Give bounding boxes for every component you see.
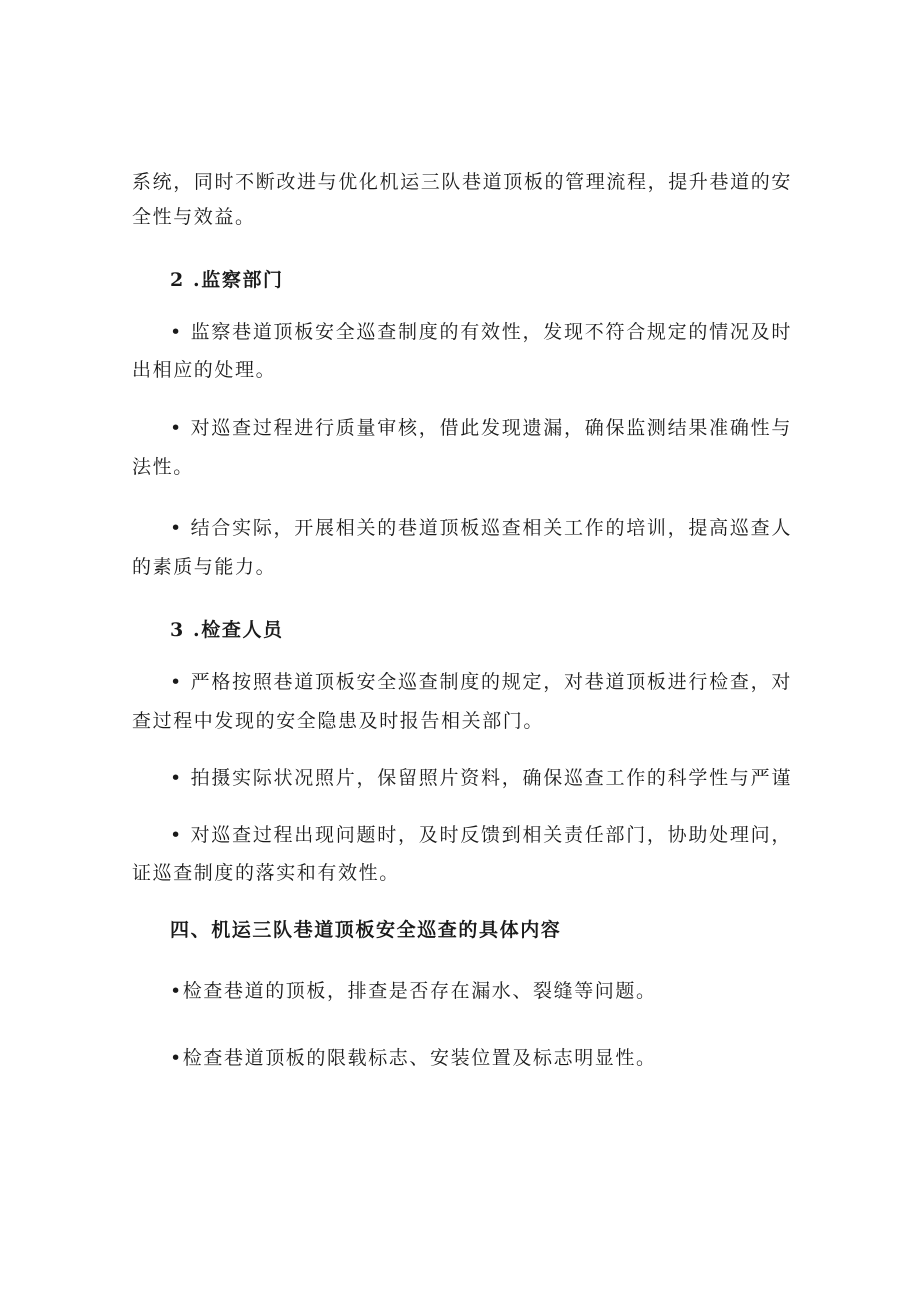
section-2-item-3-line-1: • 结合实际，开展相关的巷道顶板巡查相关工作的培训，提高巡查人 [170, 517, 792, 539]
section-2-heading: 2 .监察部门 [170, 269, 284, 291]
intro-paragraph-line-1: 系统，同时不断改进与优化机运三队巷道顶板的管理流程，提升巷道的安 [132, 171, 792, 193]
section-2-item-3-line-2: 的素质与能力。 [132, 556, 277, 578]
section-4-item-2: •检查巷道顶板的限载标志、安装位置及标志明显性。 [170, 1047, 657, 1069]
section-3-item-3-line-2: 证巡查制度的落实和有效性。 [132, 862, 400, 884]
intro-paragraph-line-2: 全性与效益。 [132, 206, 256, 228]
section-3-item-2-line-1: • 拍摄实际状况照片，保留照片资料，确保巡查工作的科学性与严谨 [170, 767, 792, 789]
section-4-item-1: •检查巷道的顶板，排查是否存在漏水、裂缝等问题。 [170, 980, 657, 1002]
section-2-item-2-line-2: 法性。 [132, 456, 194, 478]
section-4-heading: 四、机运三队巷道顶板安全巡查的具体内容 [170, 919, 562, 941]
section-3-item-1-line-2: 查过程中发现的安全隐患及时报告相关部门。 [132, 710, 545, 732]
section-3-item-3-line-1: • 对巡查过程出现问题时，及时反馈到相关责任部门，协助处理问， [170, 824, 792, 846]
section-3-item-1-line-1: • 严格按照巷道顶板安全巡查制度的规定，对巷道顶板进行检查，对 [170, 671, 792, 693]
section-2-item-2-line-1: • 对巡查过程进行质量审核，借此发现遗漏，确保监测结果准确性与 [170, 417, 792, 439]
section-2-item-1-line-1: • 监察巷道顶板安全巡查制度的有效性，发现不符合规定的情况及时 [170, 321, 792, 343]
section-2-item-1-line-2: 出相应的处理。 [132, 359, 277, 381]
section-3-heading: 3 .检查人员 [170, 619, 284, 641]
